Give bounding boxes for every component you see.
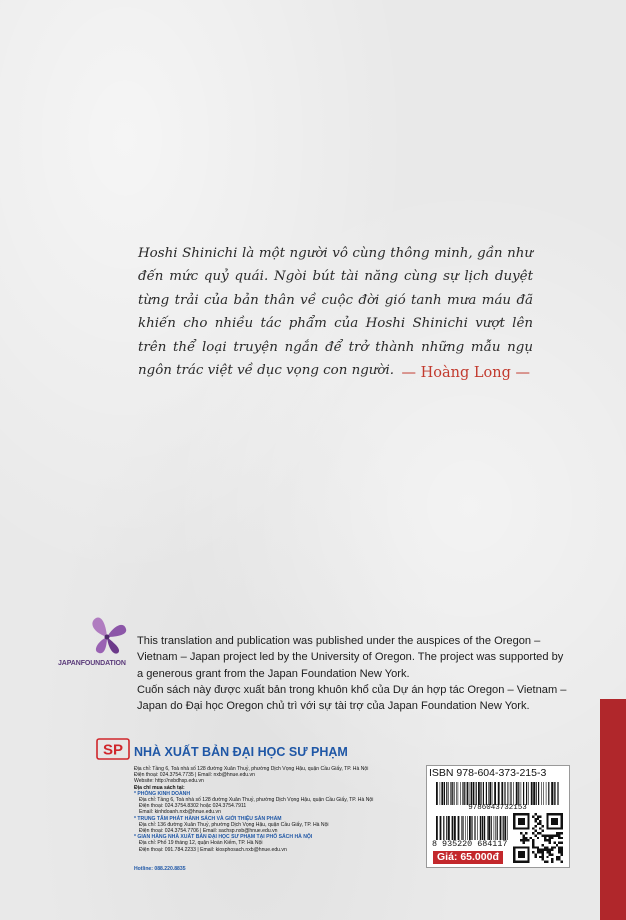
qr-module: [558, 851, 560, 853]
qr-module: [546, 856, 548, 858]
qr-module: [556, 834, 558, 836]
barcode-bar: [440, 816, 442, 840]
qr-module: [558, 837, 560, 839]
qr-module: [542, 853, 544, 855]
isbn-label: ISBN 978-604-373-215-3: [429, 767, 547, 779]
qr-module: [561, 861, 563, 863]
qr-module: [537, 823, 539, 825]
barcode-bar: [469, 816, 471, 840]
qr-module: [549, 837, 551, 839]
qr-module: [551, 849, 553, 851]
qr-module: [534, 830, 536, 832]
barcode-bar: [462, 816, 463, 840]
barcode-bar: [503, 816, 504, 840]
qr-module: [534, 813, 536, 815]
qr-module: [558, 856, 560, 858]
price-barcode-number: 8 935220 684117: [432, 839, 508, 849]
barcode-bar: [471, 782, 472, 805]
barcode-bar: [458, 816, 460, 840]
barcode-bar: [456, 782, 457, 805]
barcode-bar: [516, 782, 518, 805]
barcode-bar: [484, 816, 485, 840]
qr-module: [537, 837, 539, 839]
barcode-bar: [441, 782, 443, 805]
barcode-bar: [538, 782, 539, 805]
hotline: Hotline: 088.220.8835: [134, 866, 186, 872]
barcode-bar: [473, 782, 475, 805]
qr-module: [539, 851, 541, 853]
barcode-bar: [488, 816, 490, 840]
qr-module: [525, 832, 527, 834]
qr-module: [561, 842, 563, 844]
qr-module: [551, 858, 553, 860]
qr-module: [558, 832, 560, 834]
qr-module: [549, 834, 551, 836]
qr-module: [551, 818, 558, 825]
qr-module: [544, 839, 546, 841]
qr-module: [542, 858, 544, 860]
barcode-bar: [440, 782, 441, 805]
qr-module: [532, 851, 534, 853]
barcode-bar: [477, 816, 478, 840]
barcode-bar: [462, 782, 463, 805]
barcode-bar: [526, 782, 527, 805]
barcode-bar: [489, 782, 491, 805]
qr-module: [551, 837, 553, 839]
qr-module: [561, 837, 563, 839]
barcode-bar: [531, 782, 533, 805]
qr-module: [534, 825, 536, 827]
barcode-bar: [492, 782, 493, 805]
center-address: Địa chỉ: 136 đường Xuân Thuỷ, phường Dịch Vọng Hậu, quận Cầu Giấy, TP. Hà Nội: [139, 821, 329, 828]
qr-module: [558, 846, 560, 848]
barcode-bar: [500, 816, 502, 840]
buy-location-label: Địa chỉ mua sách tại:: [134, 784, 185, 791]
qr-module: [561, 846, 563, 848]
qr-module: [551, 853, 553, 855]
barcode-bar: [470, 782, 471, 805]
qr-module: [561, 853, 563, 855]
isbn-barcode-number: 9786043732153: [468, 804, 527, 812]
qr-module: [539, 849, 541, 851]
barcode-bar: [533, 782, 535, 805]
barcode-bar: [504, 816, 506, 840]
barcode-bar: [487, 816, 488, 840]
qr-module: [523, 834, 525, 836]
barcode-bar: [523, 782, 524, 805]
qr-module: [532, 844, 534, 846]
qr-module: [534, 818, 536, 820]
qr-module: [537, 851, 539, 853]
qr-module: [558, 834, 560, 836]
qr-module: [518, 818, 525, 825]
qr-module: [551, 834, 553, 836]
barcode-bar: [495, 816, 496, 840]
qr-module: [534, 846, 536, 848]
qr-code-icon: [511, 813, 565, 863]
barcode-bar: [497, 816, 498, 840]
barcode-bar: [461, 816, 462, 840]
qr-module: [549, 839, 551, 841]
qr-module: [558, 849, 560, 851]
qr-module: [523, 842, 525, 844]
qr-module: [561, 851, 563, 853]
sales-address: Địa chỉ: Tầng 6, Toà nhà số 128 đường Xuân Thuỷ, phường Dịch Vọng Hậu, quận Cầu Giấy, TP. Hà Nội: [139, 797, 374, 804]
barcode-bar: [474, 816, 475, 840]
barcode-bar: [448, 816, 450, 840]
qr-module: [520, 832, 522, 834]
barcode-bar: [541, 782, 542, 805]
qr-module: [534, 856, 536, 858]
qr-module: [537, 846, 539, 848]
qr-module: [523, 837, 525, 839]
qr-module: [530, 837, 532, 839]
qr-module: [546, 846, 548, 848]
qr-module: [544, 837, 546, 839]
svg-text:SP: SP: [102, 741, 124, 759]
qr-module: [556, 832, 558, 834]
qr-module: [525, 837, 527, 839]
barcode-bar: [551, 782, 553, 805]
qr-module: [527, 839, 529, 841]
qr-module: [532, 842, 534, 844]
barcode-bar: [510, 782, 511, 805]
qr-module: [539, 820, 541, 822]
barcode-bar: [482, 816, 484, 840]
barcode-bar: [521, 782, 522, 805]
barcode-bar: [546, 782, 547, 805]
qr-module: [518, 851, 525, 858]
barcode-bar: [446, 816, 447, 840]
qr-module: [542, 834, 544, 836]
barcode-bar: [446, 782, 447, 805]
english-sponsor-note: This translation and publication was published under the auspices of the Oregon – Vietnam – Japan project led by the University of Oregon. The project was supported by a generous grant from the Japan Foundation New York.: [137, 635, 564, 680]
vietnamese-sponsor-note: Cuốn sách này được xuất bản trong khuôn khổ của Dự án hợp tác Oregon – Vietnam – Japan do Đại học Oregon chủ trì với sự tài trợ của Japan Foundation New York.: [137, 684, 567, 713]
qr-module: [542, 849, 544, 851]
qr-module: [561, 832, 563, 834]
qr-module: [532, 832, 534, 834]
price-barcode: [436, 816, 508, 840]
qr-module: [553, 842, 555, 844]
qr-module: [539, 827, 541, 829]
barcode-bar: [513, 782, 514, 805]
barcode-bar: [465, 816, 466, 840]
barcode-bar: [464, 782, 465, 805]
qr-module: [546, 849, 548, 851]
barcode-bar: [454, 782, 455, 805]
barcode-bar: [476, 782, 477, 805]
publisher-website: Website: http://nxbdhsp.edu.vn: [134, 778, 204, 785]
qr-module: [525, 839, 527, 841]
barcode-bar: [448, 782, 449, 805]
book-store: * GIAN HÀNG NHÀ XUẤT BẢN ĐẠI HỌC SƯ PHẠM TẠI PHỐ SÁCH HÀ NỘI: [134, 834, 313, 841]
isbn-barcode: [436, 782, 559, 805]
barcode-bar: [436, 816, 438, 840]
sales-department: * PHÒNG KINH DOANH: [134, 790, 191, 797]
sales-email: Email: kinhdoanh.nxb@hnue.edu.vn: [139, 809, 221, 816]
qr-module: [561, 849, 563, 851]
qr-module: [539, 815, 541, 817]
qr-module: [551, 861, 553, 863]
japan-foundation-wordmark: JAPANFOUNDATION: [58, 660, 126, 667]
quote-author: — Hoàng Long —: [401, 365, 530, 381]
qr-module: [539, 832, 541, 834]
qr-module: [558, 842, 560, 844]
barcode-bar: [443, 816, 444, 840]
japan-foundation-logo-icon: [84, 615, 130, 655]
publisher-address: Địa chỉ: Tầng 6, Toà nhà số 128 đường Xuân Thuỷ, phường Dịch Vọng Hậu, quận Cầu Giấy, TP. Hà Nội: [134, 766, 369, 772]
barcode-bar: [555, 782, 556, 805]
barcode-bar: [528, 782, 529, 805]
qr-module: [534, 853, 536, 855]
qr-module: [532, 827, 534, 829]
qr-module: [544, 849, 546, 851]
barcode-bar: [450, 782, 451, 805]
qr-module: [549, 851, 551, 853]
barcode-bar: [480, 782, 481, 805]
qr-module: [542, 844, 544, 846]
qr-module: [544, 834, 546, 836]
qr-module: [549, 853, 551, 855]
qr-module: [539, 823, 541, 825]
qr-module: [546, 851, 548, 853]
store-phone: Điện thoại: 091.784.2233 | Email: kiosphosach.nxb@hnue.edu.vn: [139, 846, 287, 853]
barcode-bar: [504, 782, 505, 805]
publisher-phone-email: Điện thoại: 024.3754.7735 | Email: nxb@hnue.edu.vn: [134, 772, 255, 779]
barcode-bar: [518, 782, 519, 805]
qr-module: [544, 861, 546, 863]
qr-module: [549, 849, 551, 851]
qr-module: [534, 820, 536, 822]
barcode-bar: [467, 782, 469, 805]
qr-module: [546, 839, 548, 841]
qr-module: [534, 834, 536, 836]
barcode-bar: [454, 816, 456, 840]
qr-module: [532, 839, 534, 841]
qr-module: [549, 842, 551, 844]
qr-module: [532, 846, 534, 848]
barcode-bar: [501, 782, 503, 805]
barcode-bar: [460, 782, 461, 805]
price-tag: Giá: 65.000đ: [433, 851, 503, 864]
qr-module: [546, 834, 548, 836]
barcode-bar: [478, 782, 480, 805]
qr-module: [523, 839, 525, 841]
barcode-bar: [480, 816, 481, 840]
qr-module: [556, 844, 558, 846]
book-quote: Hoshi Shinichi là một người vô cùng thông minh, gần như đến mức quỷ quái. Ngòi bút tài năng cùng sự lịch duyệt từng trải của bản thân về cuộc đời gió tanh mưa máu đã khiến cho nhiều tác phẩm của Hoshi Shinichi vượt lên trên thể loại truyện ngắn để trở thành những mẫu ngụ ngôn trác việt về dục vọng con người.: [138, 246, 533, 379]
barcode-bar: [452, 782, 453, 805]
barcode-bar: [471, 816, 472, 840]
publisher-details: [134, 766, 424, 853]
barcode-bar: [467, 816, 468, 840]
qr-module: [542, 851, 544, 853]
barcode-bar: [486, 782, 487, 805]
qr-module: [542, 825, 544, 827]
qr-module: [542, 856, 544, 858]
qr-module: [556, 858, 558, 860]
barcode-bar: [494, 816, 495, 840]
barcode-bar: [444, 782, 445, 805]
barcode-bar: [509, 782, 510, 805]
sales-phone: Điện thoại: 024.3754.8302 hoặc 024.3754.7911: [139, 803, 247, 810]
publisher-name: NHÀ XUẤT BẢN ĐẠI HỌC SƯ PHẠM: [134, 745, 348, 759]
qr-module: [553, 846, 555, 848]
publisher-logo-icon: [96, 738, 130, 760]
qr-module: [537, 849, 539, 851]
barcode-bar: [543, 782, 544, 805]
qr-module: [553, 834, 555, 836]
barcode-bar: [452, 816, 454, 840]
qr-module: [537, 815, 539, 817]
center-phone: Điện thoại: 024.3754.7706 | Email: sachsp.nxb@hnue.edu.vn: [139, 828, 278, 835]
barcode-bar: [507, 816, 508, 840]
barcode-bar: [458, 782, 459, 805]
red-side-strip: [600, 699, 626, 920]
barcode-bar: [557, 782, 558, 805]
barcode-bar: [548, 782, 549, 805]
barcode-bar: [558, 782, 559, 805]
qr-module: [542, 830, 544, 832]
qr-module: [544, 846, 546, 848]
barcode-bar: [498, 782, 500, 805]
qr-module: [551, 846, 553, 848]
qr-module: [539, 856, 541, 858]
qr-module: [558, 858, 560, 860]
barcode-bar: [554, 782, 555, 805]
barcode-bar: [491, 816, 492, 840]
barcode-bar: [507, 782, 508, 805]
barcode-bar: [483, 782, 484, 805]
qr-module: [556, 856, 558, 858]
qr-module: [532, 815, 534, 817]
qr-module: [537, 818, 539, 820]
barcode-bar: [488, 782, 489, 805]
store-address: Địa chỉ: Phố 19 tháng 12, quận Hoàn Kiếm, TP. Hà Nội: [139, 840, 263, 847]
barcode-bar: [494, 782, 496, 805]
qr-module: [520, 839, 522, 841]
barcode-bar: [536, 782, 537, 805]
qr-module: [537, 832, 539, 834]
qr-module: [546, 861, 548, 863]
distribution-center: * TRUNG TÂM PHÁT HÀNH SÁCH VÀ GIỚI THIỆU SẢN PHẨM: [134, 815, 282, 822]
barcode-bar: [436, 782, 438, 805]
